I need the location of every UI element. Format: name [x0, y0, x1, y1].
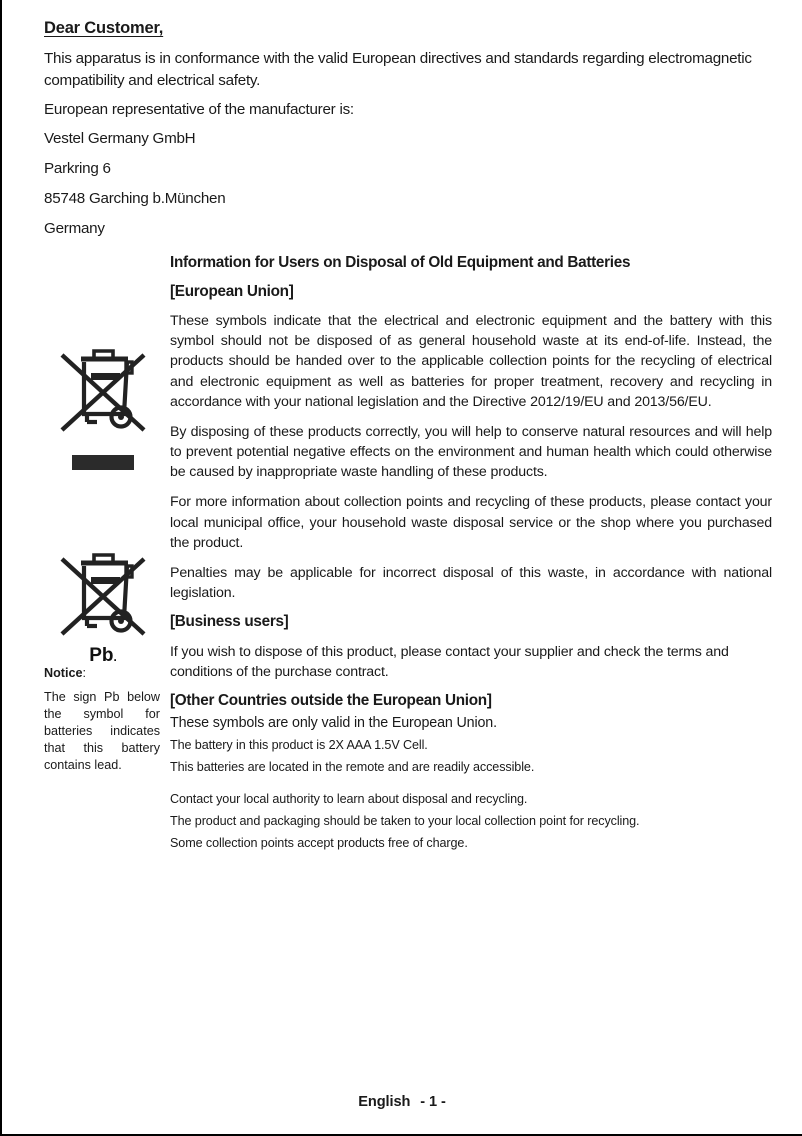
disposal-paragraph-3: For more information about collection points and recycling of these products, please contact your local municipal office, your household waste disposal service or the shop where you purchased the product. — [170, 494, 772, 551]
weee-solid-bar — [72, 455, 134, 470]
other-countries-line: These symbols are only valid in the European Union. — [170, 715, 497, 732]
address-country: Germany — [44, 219, 105, 237]
notice-heading-colon: : — [82, 666, 86, 681]
intro-paragraph: This apparatus is in conformance with the valid European directives and standards regarding electromagnetic compatibility and electrical safety. — [44, 49, 752, 89]
address-company: Vestel Germany GmbH — [44, 130, 196, 148]
address-street: Parkring 6 — [44, 160, 111, 178]
representative-intro: European representative of the manufacturer is: — [44, 101, 354, 119]
battery-spec-line: The battery in this product is 2X AAA 1.5V Cell. — [170, 738, 428, 753]
weee-bin-symbol — [44, 338, 162, 470]
pb-text: Pb — [89, 645, 114, 667]
recycling-line-2: The product and packaging should be taken to your local collection point for recycling. — [170, 813, 640, 828]
notice-heading-text: Notice — [44, 666, 83, 681]
other-countries-heading: [Other Countries outside the European Union] — [170, 691, 492, 709]
pb-label — [44, 645, 162, 667]
notice-body: The sign Pb below the symbol for batteries indicates that this battery contains lead. — [44, 689, 160, 773]
business-users-heading: [Business users] — [170, 613, 289, 631]
disposal-columns — [44, 254, 772, 852]
disposal-paragraph-4: Penalties may be applicable for incorrect disposal of this waste, in accordance with national legislation. — [170, 564, 772, 602]
crossed-out-wheeled-bin-battery-icon — [56, 542, 150, 642]
battery-location-line: This batteries are located in the remote and are readily accessible. — [170, 760, 535, 775]
notice-heading — [44, 666, 160, 681]
notice-block — [44, 666, 160, 774]
disposal-section-title: Information for Users on Disposal of Old Equipment and Batteries — [170, 254, 631, 272]
recycling-line-3: Some collection points accept products free of charge. — [170, 836, 468, 851]
page-footer — [2, 1094, 802, 1110]
disposal-paragraph-1: These symbols indicate that the electrical and electronic equipment and the battery with this symbol should not be disposed of as general household waste at its end-of-life. Instead, the products should be handed over to the applicable collection points for the recycling of electrical and electronic equipment as well as batteries for proper treatment, recovery and recycling in accordance with your national legislation and the Directive 2012/19/EU and 2013/56/EU. — [170, 313, 772, 410]
footer-page-number: - 1 - — [420, 1094, 446, 1110]
address-city: 85748 Garching b.München — [44, 189, 226, 207]
page-content — [44, 18, 772, 856]
weee-bin-battery-symbol — [44, 542, 162, 667]
european-union-heading: [European Union] — [170, 282, 294, 300]
footer-language: English — [358, 1094, 411, 1110]
business-users-paragraph: If you wish to dispose of this product, please contact your supplier and check the terms and conditions of the purchase contract. — [170, 643, 729, 680]
disposal-text-column — [170, 254, 772, 852]
crossed-out-wheeled-bin-icon — [56, 338, 150, 446]
disposal-paragraph-2: By disposing of these products correctly, you will help to conserve natural resources and will help to prevent potential negative effects on the environment and human health which could otherwise be caused by inappropriate waste handling of these products. — [170, 423, 772, 481]
recycling-line-1: Contact your local authority to learn about disposal and recycling. — [170, 791, 528, 806]
pb-dot: . — [113, 650, 117, 665]
page-title: Dear Customer, — [44, 19, 164, 37]
